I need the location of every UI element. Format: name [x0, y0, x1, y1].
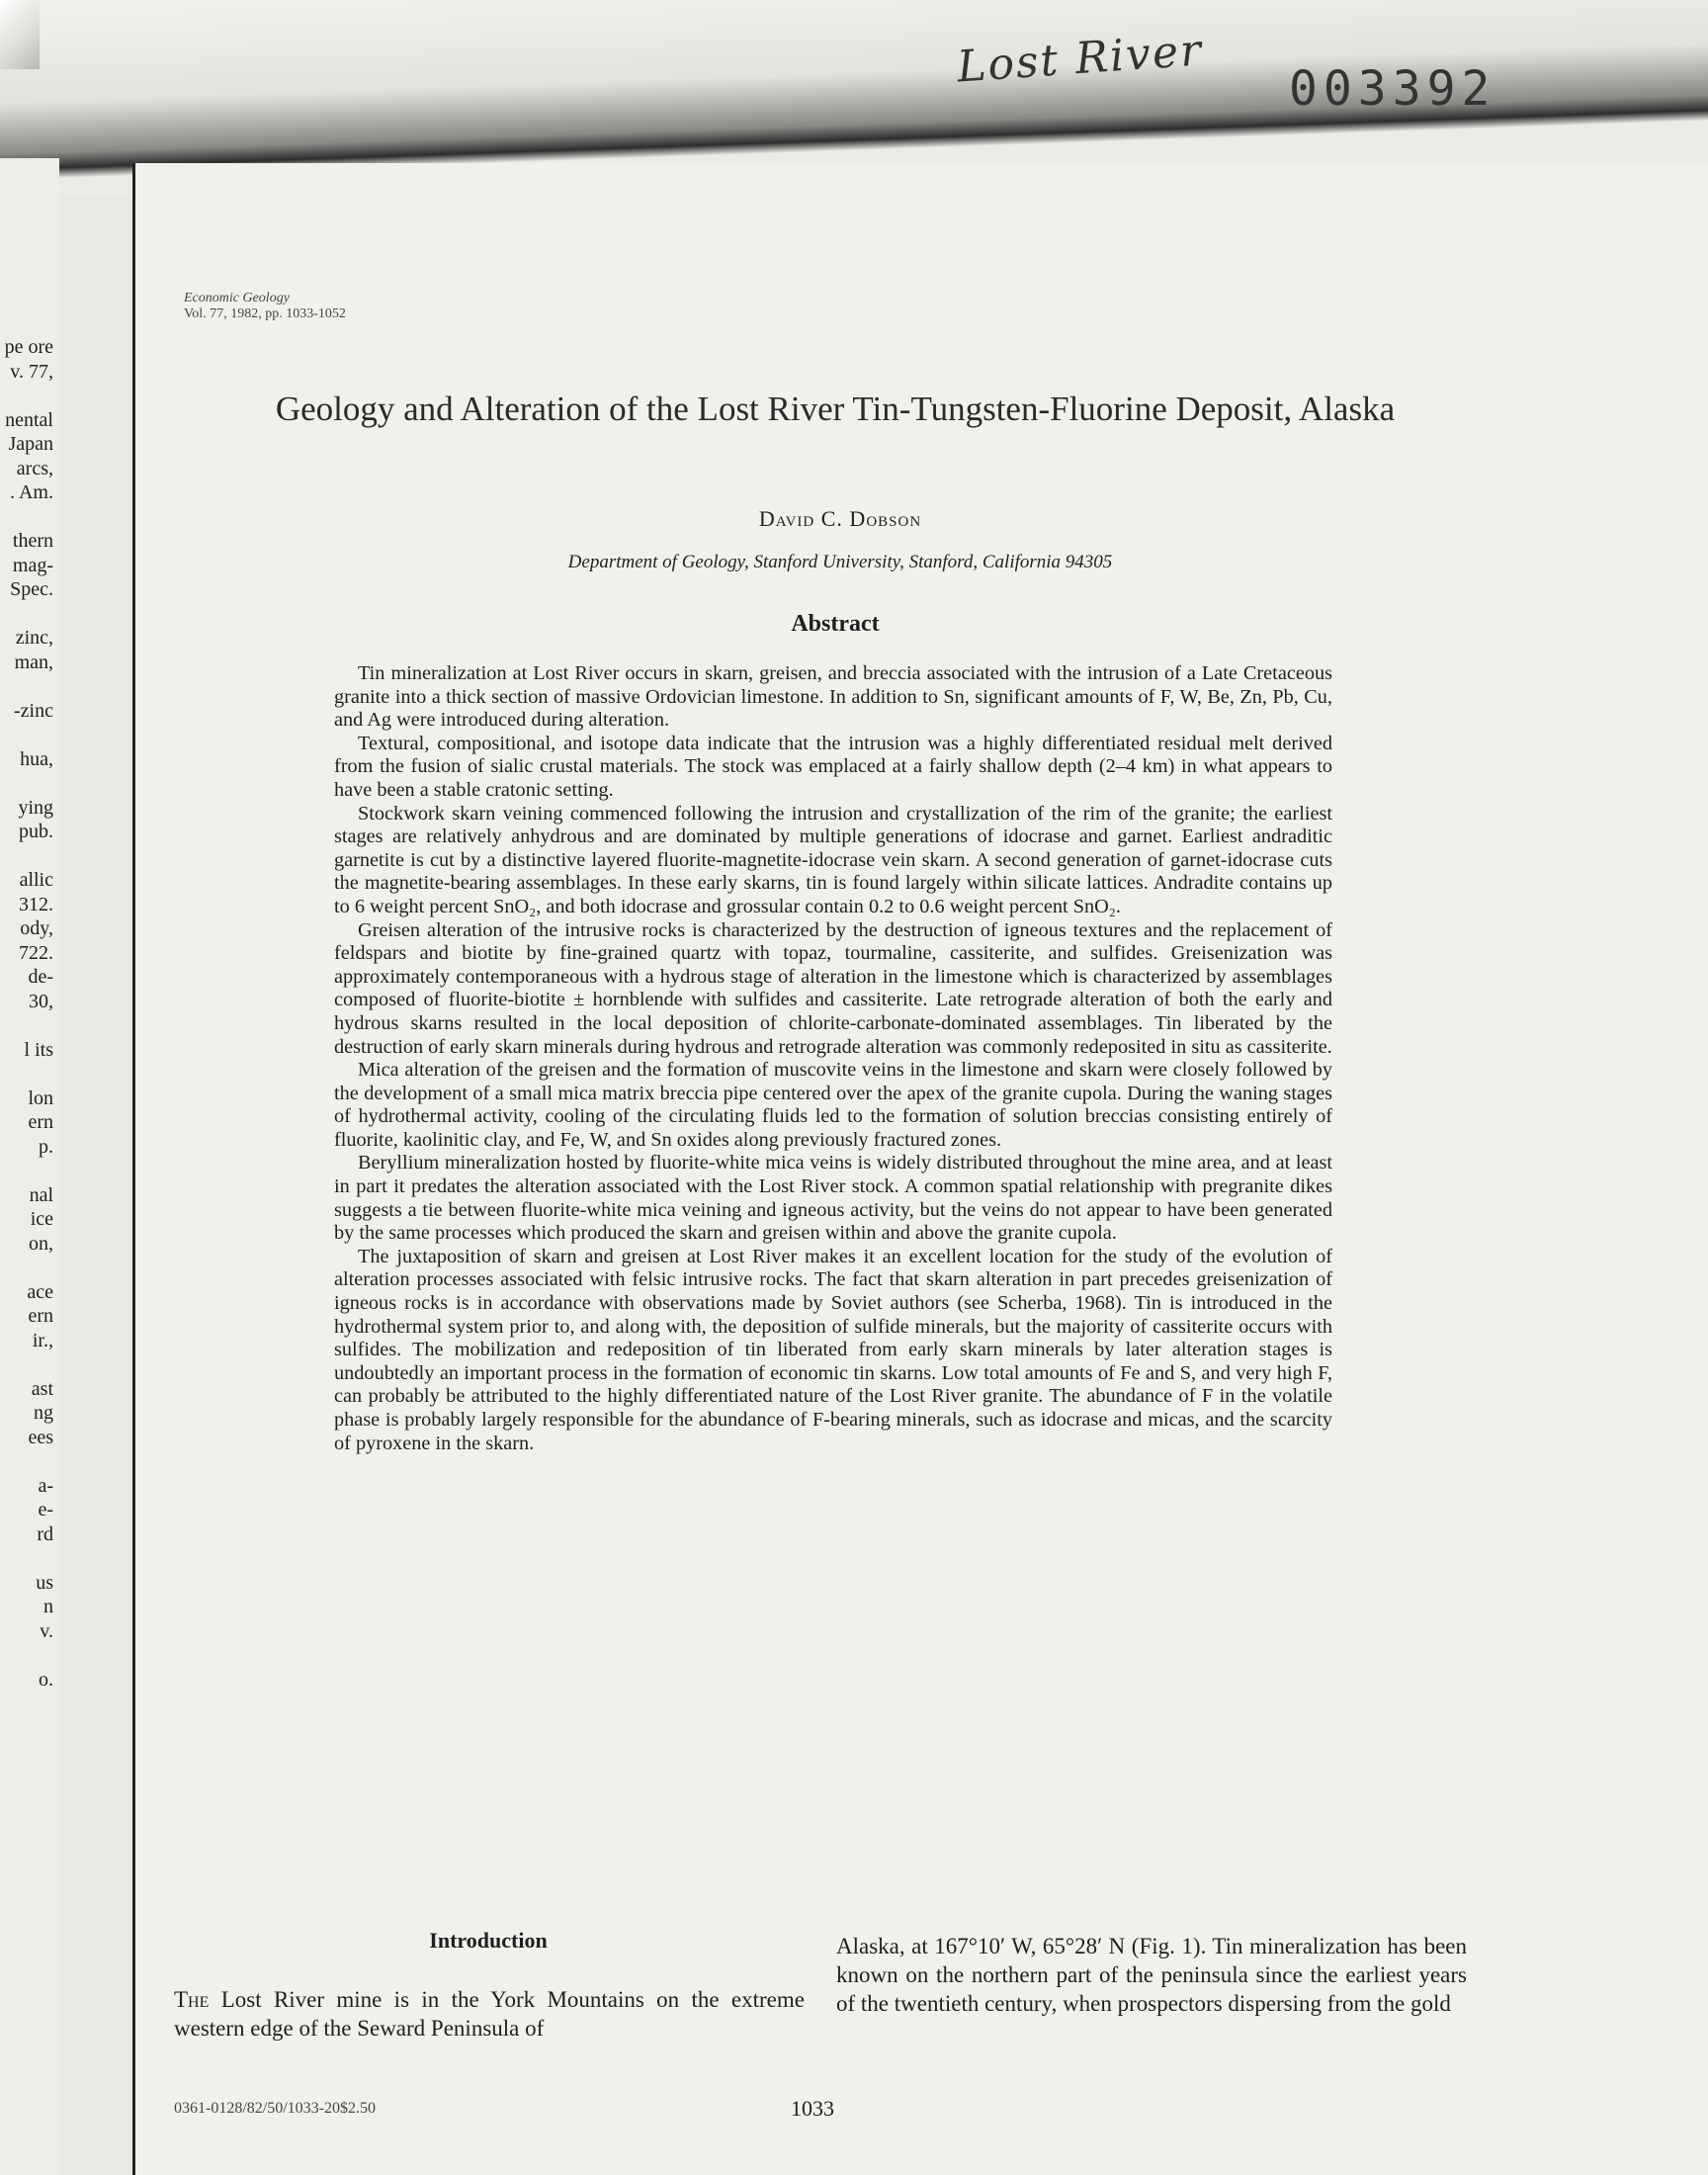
abstract-heading: Abstract: [791, 611, 880, 637]
adjacent-page-fragment: mag-: [12, 554, 53, 576]
adjacent-page-fragment: rd: [37, 1522, 53, 1545]
abstract-paragraph: The juxtaposition of skarn and greisen at Lost River makes it an excellent location for the study of the evolution of alteration processes associated with felsic intrusive rocks. The fact that skarn alteration in part precedes greisenization of igneous rocks is in accordance with observations made by Soviet authors (see Scherba, 1968). Tin is introduced in the hydrothermal system prior to, and along with, the deposition of sulfide minerals, but the majority of cassiterite occurs with sulfides. The mobilization and redeposition of tin liberated from early skarn minerals by later alteration stages is undoubtedly an important process in the formation of economic tin skarns. Low total amounts of Fe and S, and very high F, can probably be attributed to the highly differentiated nature of the Lost River granite. The abundance of F in the volatile phase is probably largely responsible for the abundance of F-bearing minerals, such as idocrase and micas, and the scarcity of pyroxene in the skarn.: [334, 1245, 1332, 1454]
abstract-paragraph: Beryllium mineralization hosted by fluorite-white mica veins is widely distributed throughout the mine area, and at least in part it predates the alteration associated with the Lost River stock. A common spatial relationship with pregranite dikes suggests a tie between fluorite-white mica veining and igneous activity, but the veins do not appear to have been generated by the same processes which produced the skarn and greisen within and above the granite cupola.: [334, 1152, 1332, 1245]
adjacent-page-fragment: Spec.: [10, 578, 53, 600]
journal-name: Economic Geology: [184, 291, 290, 305]
handwritten-title: Lost River: [955, 25, 1205, 93]
adjacent-page-fragment: -zinc: [14, 699, 53, 722]
adjacent-page-fragment: ying: [18, 796, 53, 819]
adjacent-page-fragment: zinc,: [15, 627, 53, 649]
adjacent-page-fragment: a-: [38, 1474, 53, 1497]
adjacent-page-fragment: ace: [27, 1280, 53, 1303]
adjacent-page-fragment: e-: [38, 1499, 53, 1521]
adjacent-page-fragment: on,: [29, 1232, 53, 1255]
adjacent-page-fragment: l its: [24, 1038, 53, 1061]
adjacent-page-fragment: lon: [28, 1087, 53, 1109]
adjacent-page-fragment: ees: [28, 1426, 53, 1448]
stamp-number: 003392: [1289, 61, 1496, 117]
adjacent-page-fragment: us: [36, 1571, 53, 1594]
adjacent-page-fragment: thern: [12, 530, 53, 552]
journal-citation: [184, 291, 346, 322]
abstract-paragraph: Greisen alteration of the intrusive rocks is characterized by the destruction of igneous textures and the replacement of feldspars and biotite by fine-grained quartz with topaz, tourmaline, cassiterite, and sulfides. Greisenization was approximately contemporaneous with a hydrous stage of alteration in the limestone which is characterized by assemblages composed of fluorite-biotite ± hornblende with sulfides and cassiterite. Late retrograde alteration of both the early and hydrous skarns resulted in the local deposition of chlorite-carbonate-dominated assemblages. Tin liberated by the destruction of early skarn minerals during hydrous and retrograde alteration was commonly redeposited in situ as cassiterite.: [334, 918, 1332, 1058]
adjacent-page-fragment: n: [43, 1596, 53, 1617]
adjacent-page-fragment: o.: [39, 1668, 53, 1691]
abstract-paragraph: Textural, compositional, and isotope data indicate that the intrusion was a highly differentiated residual melt derived from the fusion of sialic crustal materials. The stock was emplaced at a fairly shallow depth (2–4 km) in what appears to have been a stable cratonic setting.: [334, 732, 1332, 801]
adjacent-page-fragment: Japan: [8, 433, 53, 455]
adjacent-page-fragment: v. 77,: [10, 360, 53, 383]
adjacent-page-fragment: pe ore: [4, 336, 53, 358]
adjacent-page-fragment: ern: [28, 1305, 53, 1327]
introduction-heading: Introduction: [429, 1928, 548, 1953]
adjacent-page-fragment: . Am.: [10, 481, 53, 503]
page-number: 1033: [791, 2096, 834, 2121]
abstract-paragraph: Tin mineralization at Lost River occurs in skarn, greisen, and breccia associated with the intrusion of a Late Cretaceous granite into a thick section of massive Ordovician limestone. In addition to Sn, significant amounts of F, W, Be, Zn, Pb, Cu, and Ag were introduced during alteration.: [334, 662, 1332, 732]
adjacent-page-fragment: nal: [29, 1183, 53, 1206]
journal-volume: Vol. 77, 1982, pp. 1033-1052: [184, 306, 346, 321]
adjacent-page-fragment: 312.: [19, 893, 53, 915]
adjacent-page-fragment: 30,: [29, 990, 53, 1012]
footer-code: 0361-0128/82/50/1033-20$2.50: [174, 2100, 376, 2117]
adjacent-page-fragment: hua,: [20, 747, 53, 770]
adjacent-page-fragment: nental: [5, 408, 53, 431]
intro-left-column: [174, 1985, 805, 2043]
abstract-body: [334, 662, 1332, 1455]
article-title: Geology and Alteration of the Lost River Tin-Tungsten-Fluorine Deposit, Alaska: [275, 390, 1396, 428]
adjacent-page-fragment: 722.: [19, 941, 53, 964]
adjacent-page-fragment: ir.,: [32, 1329, 53, 1351]
adjacent-page-fragment: man,: [14, 651, 53, 673]
adjacent-page-fragment: arcs,: [16, 457, 53, 479]
adjacent-page-fragment: ast: [31, 1377, 53, 1400]
abstract-paragraph: Mica alteration of the greisen and the formation of muscovite veins in the limestone and skarn were closely followed by the development of a small mica matrix breccia pipe centered over the apex of the granite cupola. During the waning stages of hydrothermal activity, cooling of the circulating fluids led to the formation of solution breccias consisting entirely of fluorite, kaolinitic clay, and Fe, W, and Sn oxides along previously fractured zones.: [334, 1059, 1332, 1151]
adjacent-page-fragment: ern: [28, 1111, 53, 1133]
adjacent-page-fragment: de-: [28, 966, 53, 988]
adjacent-page-fragment: v.: [40, 1619, 53, 1642]
adjacent-page-strip: [0, 158, 59, 2175]
intro-left-text: Lost River mine is in the York Mountains on the extreme western edge of the Seward Peninsula of: [174, 1987, 805, 2041]
article-author: David C. Dobson: [758, 506, 922, 531]
author-affiliation: Department of Geology, Stanford University, Stanford, California 94305: [567, 552, 1113, 572]
adjacent-page-fragment: p.: [39, 1135, 53, 1158]
adjacent-page-fragment: ice: [30, 1208, 53, 1230]
adjacent-page-fragment: pub.: [19, 821, 53, 842]
adjacent-page-fragment: ody,: [20, 917, 53, 939]
intro-lead-word: The: [174, 1987, 210, 2012]
folded-corner: [0, 0, 40, 69]
abstract-paragraph: Stockwork skarn veining commenced following the intrusion and crystallization of the rim of the granite; the earliest stages are relatively anhydrous and are dominated by multiple generations of idocrase and garnet. Earliest andraditic garnetite is cut by a distinctive layered fluorite-magnetite-idocrase vein skarn. A second generation of garnet-idocrase cuts the magnetite-bearing assemblages. In these early skarns, tin is found largely within silicate lattices. Andradite contains up to 6 weight percent SnO₂, and both idocrase and grossular contain 0.2 to 0.6 weight percent SnO₂.: [334, 802, 1332, 917]
adjacent-page-fragment: ng: [34, 1402, 53, 1424]
intro-right-column: Alaska, at 167°10′ W, 65°28′ N (Fig. 1). Tin mineralization has been known on the northern part of the peninsula since the earliest years of the twentieth century, when prospectors dispersing from the gold: [836, 1934, 1467, 2016]
adjacent-page-fragment: allic: [19, 869, 53, 891]
